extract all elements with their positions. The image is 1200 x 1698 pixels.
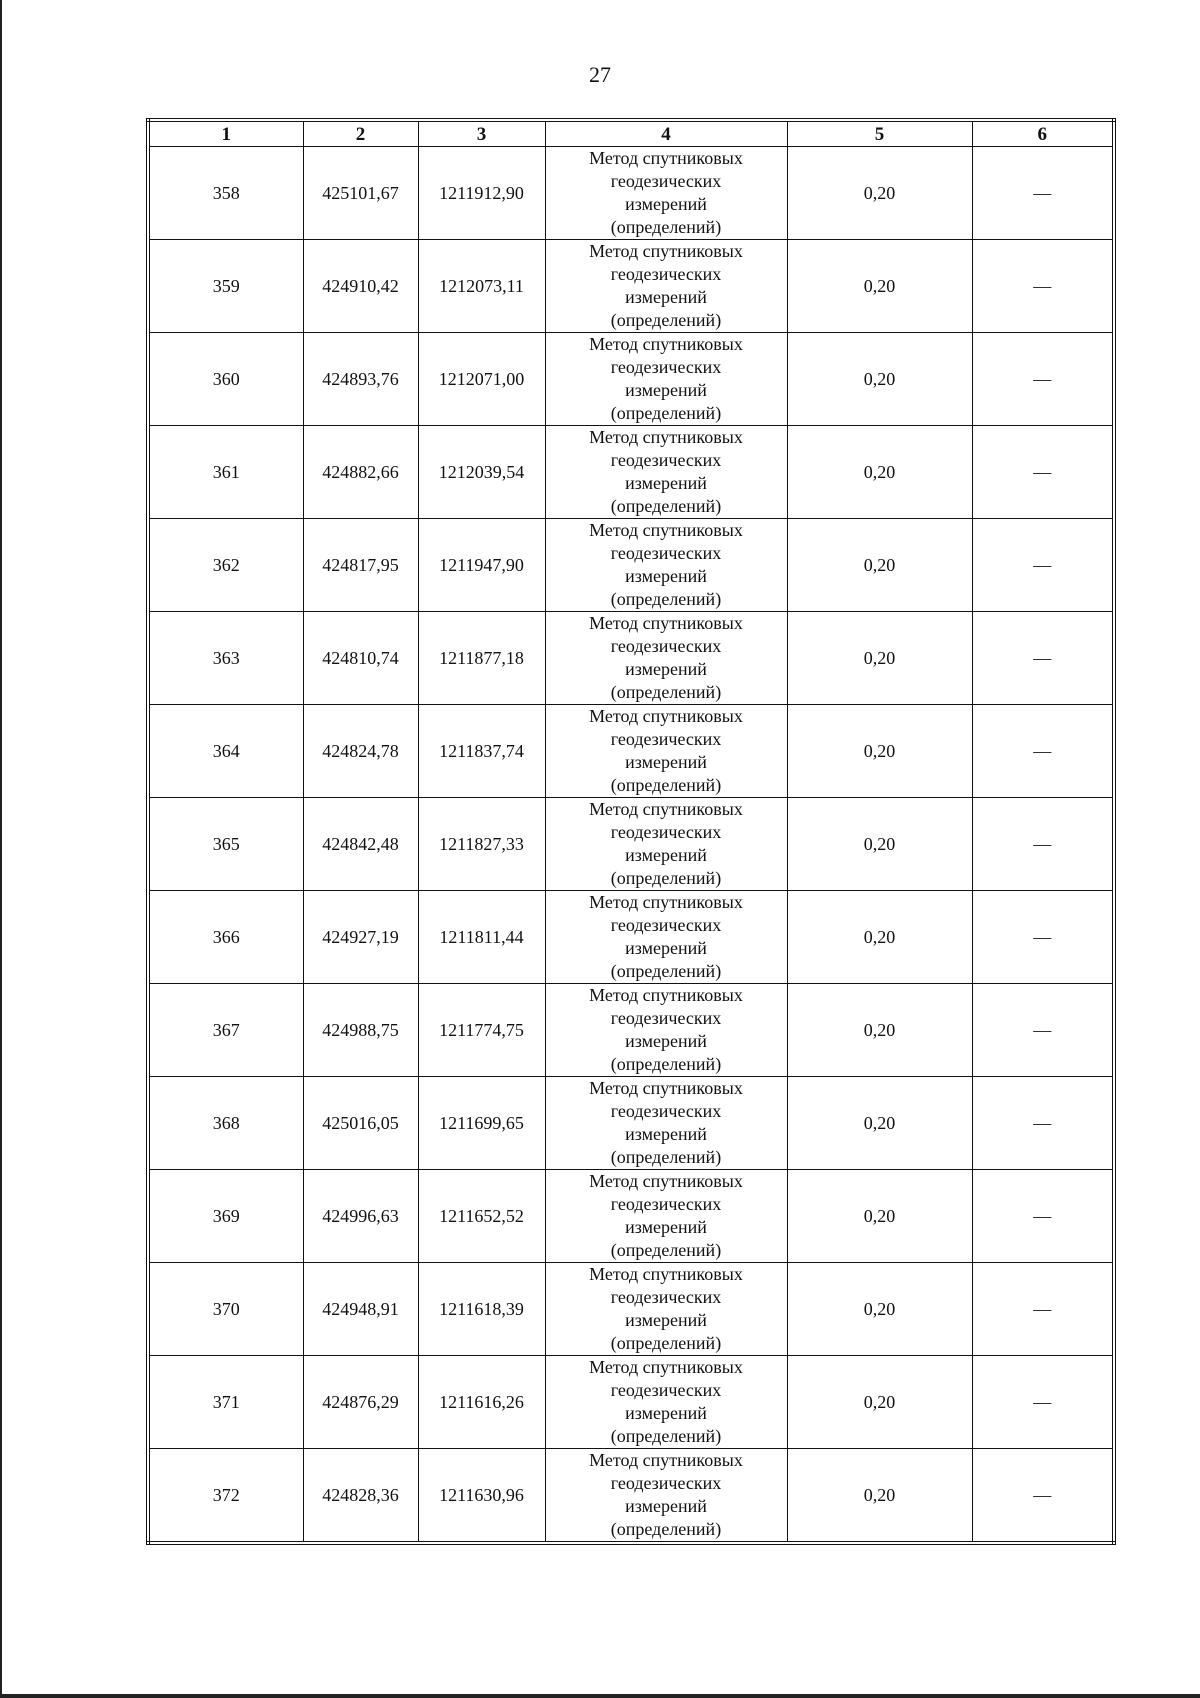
note-cell: — [972, 1170, 1114, 1263]
method-cell: Метод спутниковых геодезических измерений (определений) [545, 240, 787, 333]
note-cell: — [972, 147, 1114, 240]
method-cell: Метод спутниковых геодезических измерений (определений) [545, 798, 787, 891]
x-coordinate-cell: 424876,29 [303, 1356, 418, 1449]
point-cell: 371 [148, 1356, 303, 1449]
method-cell: Метод спутниковых геодезических измерений (определений) [545, 612, 787, 705]
accuracy-cell: 0,20 [787, 1449, 972, 1544]
x-coordinate-cell: 424882,66 [303, 426, 418, 519]
point-cell: 364 [148, 705, 303, 798]
y-coordinate-cell: 1211912,90 [418, 147, 545, 240]
y-coordinate-cell: 1212071,00 [418, 333, 545, 426]
point-cell: 359 [148, 240, 303, 333]
method-cell: Метод спутниковых геодезических измерений (определений) [545, 426, 787, 519]
y-coordinate-cell: 1211827,33 [418, 798, 545, 891]
table-row [148, 240, 1114, 333]
y-coordinate-cell: 1211774,75 [418, 984, 545, 1077]
accuracy-cell: 0,20 [787, 1356, 972, 1449]
table-row [148, 1263, 1114, 1356]
accuracy-cell: 0,20 [787, 1170, 972, 1263]
table-row [148, 984, 1114, 1077]
table-row [148, 612, 1114, 705]
table-row [148, 1356, 1114, 1449]
x-coordinate-cell: 424927,19 [303, 891, 418, 984]
point-cell: 370 [148, 1263, 303, 1356]
note-cell: — [972, 333, 1114, 426]
accuracy-cell: 0,20 [787, 1263, 972, 1356]
scan-edge-left [0, 0, 2, 1698]
note-cell: — [972, 1263, 1114, 1356]
note-cell: — [972, 984, 1114, 1077]
x-coordinate-cell: 424948,91 [303, 1263, 418, 1356]
coordinates-table [146, 118, 1116, 1545]
x-coordinate-cell: 424910,42 [303, 240, 418, 333]
table-row [148, 147, 1114, 240]
point-cell: 366 [148, 891, 303, 984]
column-header-3: 3 [418, 120, 545, 147]
table-body [148, 147, 1114, 1544]
method-cell: Метод спутниковых геодезических измерений (определений) [545, 519, 787, 612]
table-row [148, 1449, 1114, 1544]
table-row [148, 891, 1114, 984]
point-cell: 360 [148, 333, 303, 426]
point-cell: 367 [148, 984, 303, 1077]
column-header-4: 4 [545, 120, 787, 147]
method-cell: Метод спутниковых геодезических измерений (определений) [545, 1263, 787, 1356]
table-row [148, 333, 1114, 426]
table-header [148, 120, 1114, 147]
method-cell: Метод спутниковых геодезических измерений (определений) [545, 891, 787, 984]
y-coordinate-cell: 1211699,65 [418, 1077, 545, 1170]
accuracy-cell: 0,20 [787, 1077, 972, 1170]
page-number: 27 [589, 62, 611, 87]
note-cell: — [972, 240, 1114, 333]
y-coordinate-cell: 1211947,90 [418, 519, 545, 612]
column-header-1: 1 [148, 120, 303, 147]
column-header-2: 2 [303, 120, 418, 147]
accuracy-cell: 0,20 [787, 147, 972, 240]
y-coordinate-cell: 1211837,74 [418, 705, 545, 798]
x-coordinate-cell: 424824,78 [303, 705, 418, 798]
accuracy-cell: 0,20 [787, 891, 972, 984]
table-row [148, 798, 1114, 891]
x-coordinate-cell: 425101,67 [303, 147, 418, 240]
point-cell: 372 [148, 1449, 303, 1544]
method-cell: Метод спутниковых геодезических измерений (определений) [545, 1449, 787, 1544]
table-row [148, 426, 1114, 519]
note-cell: — [972, 1356, 1114, 1449]
method-cell: Метод спутниковых геодезических измерений (определений) [545, 1077, 787, 1170]
accuracy-cell: 0,20 [787, 705, 972, 798]
x-coordinate-cell: 424842,48 [303, 798, 418, 891]
header-row [148, 120, 1114, 147]
y-coordinate-cell: 1211630,96 [418, 1449, 545, 1544]
y-coordinate-cell: 1211618,39 [418, 1263, 545, 1356]
point-cell: 368 [148, 1077, 303, 1170]
table-row [148, 705, 1114, 798]
x-coordinate-cell: 424893,76 [303, 333, 418, 426]
note-cell: — [972, 798, 1114, 891]
y-coordinate-cell: 1211652,52 [418, 1170, 545, 1263]
column-header-6: 6 [972, 120, 1114, 147]
note-cell: — [972, 612, 1114, 705]
accuracy-cell: 0,20 [787, 333, 972, 426]
note-cell: — [972, 1077, 1114, 1170]
accuracy-cell: 0,20 [787, 519, 972, 612]
method-cell: Метод спутниковых геодезических измерений (определений) [545, 1356, 787, 1449]
note-cell: — [972, 1449, 1114, 1544]
method-cell: Метод спутниковых геодезических измерений (определений) [545, 147, 787, 240]
point-cell: 363 [148, 612, 303, 705]
point-cell: 358 [148, 147, 303, 240]
method-cell: Метод спутниковых геодезических измерений (определений) [545, 1170, 787, 1263]
point-cell: 362 [148, 519, 303, 612]
y-coordinate-cell: 1211877,18 [418, 612, 545, 705]
accuracy-cell: 0,20 [787, 426, 972, 519]
scan-edge-bottom [0, 1694, 1200, 1698]
table-row [148, 1077, 1114, 1170]
note-cell: — [972, 705, 1114, 798]
table-row [148, 519, 1114, 612]
method-cell: Метод спутниковых геодезических измерений (определений) [545, 333, 787, 426]
point-cell: 361 [148, 426, 303, 519]
method-cell: Метод спутниковых геодезических измерений (определений) [545, 705, 787, 798]
x-coordinate-cell: 425016,05 [303, 1077, 418, 1170]
x-coordinate-cell: 424828,36 [303, 1449, 418, 1544]
x-coordinate-cell: 424988,75 [303, 984, 418, 1077]
x-coordinate-cell: 424996,63 [303, 1170, 418, 1263]
point-cell: 369 [148, 1170, 303, 1263]
column-header-5: 5 [787, 120, 972, 147]
x-coordinate-cell: 424810,74 [303, 612, 418, 705]
y-coordinate-cell: 1212073,11 [418, 240, 545, 333]
y-coordinate-cell: 1211811,44 [418, 891, 545, 984]
accuracy-cell: 0,20 [787, 612, 972, 705]
y-coordinate-cell: 1212039,54 [418, 426, 545, 519]
method-cell: Метод спутниковых геодезических измерений (определений) [545, 984, 787, 1077]
table-row [148, 1170, 1114, 1263]
point-cell: 365 [148, 798, 303, 891]
note-cell: — [972, 426, 1114, 519]
accuracy-cell: 0,20 [787, 984, 972, 1077]
note-cell: — [972, 519, 1114, 612]
accuracy-cell: 0,20 [787, 798, 972, 891]
accuracy-cell: 0,20 [787, 240, 972, 333]
y-coordinate-cell: 1211616,26 [418, 1356, 545, 1449]
x-coordinate-cell: 424817,95 [303, 519, 418, 612]
note-cell: — [972, 891, 1114, 984]
